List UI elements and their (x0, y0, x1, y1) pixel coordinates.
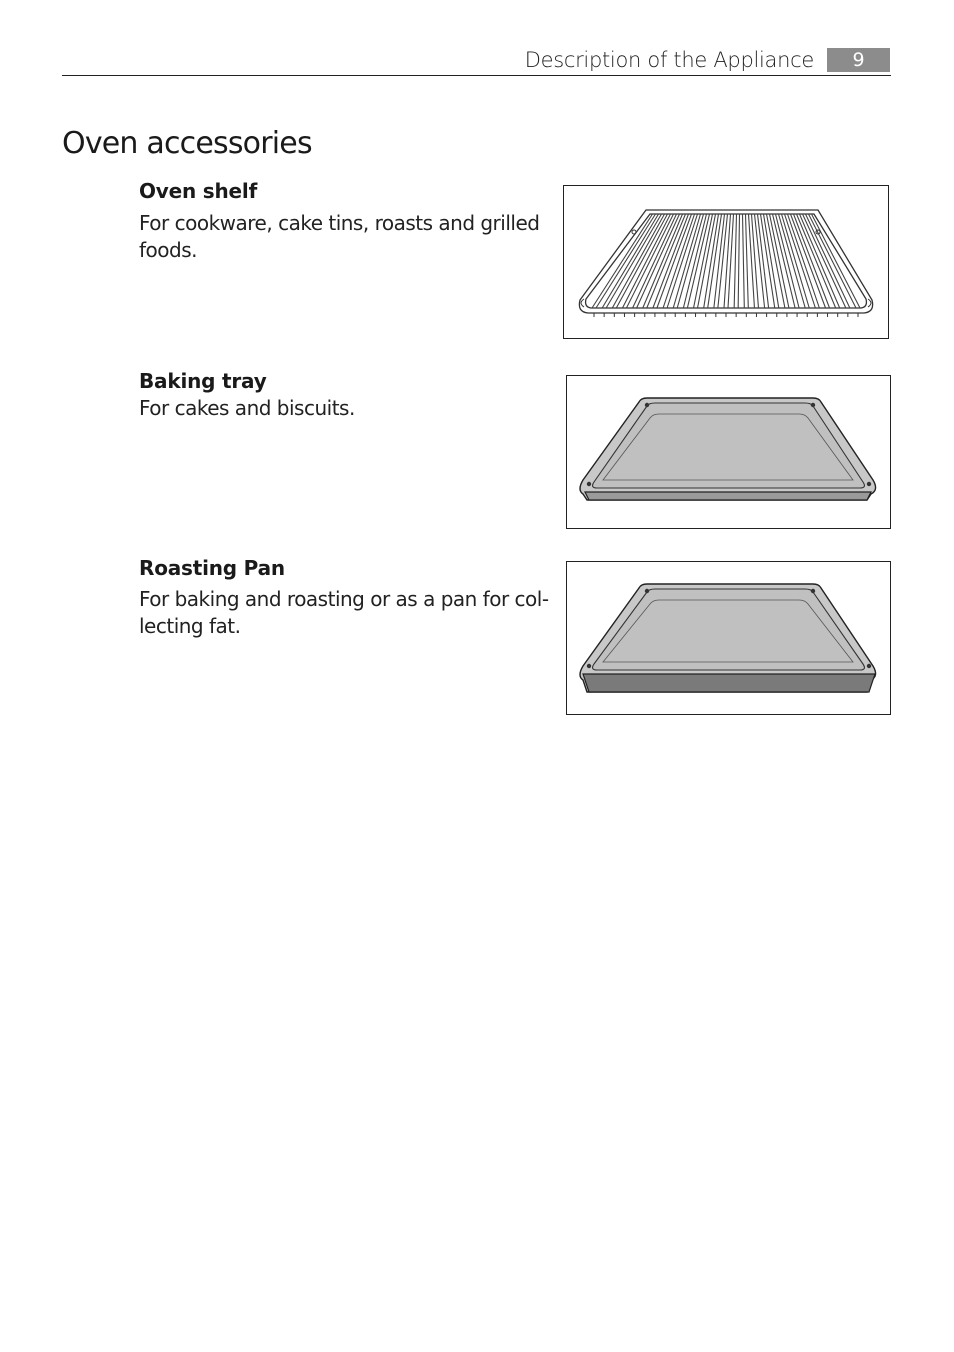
shelf-wire (749, 214, 755, 308)
oven-shelf-image (563, 185, 889, 339)
roasting-pan-description (139, 586, 559, 640)
shelf-wire (612, 214, 664, 308)
baking-tray-title: Baking tray (139, 369, 267, 393)
oven-shelf-description-line: For cookware, cake tins, roasts and grilled (139, 211, 540, 235)
roasting-pan-illustration-icon (567, 562, 890, 714)
shelf-wire (728, 214, 734, 308)
shelf-wire (738, 214, 739, 308)
oven-shelf-description-line: foods. (139, 238, 197, 262)
roasting-pan-description-line: For baking and roasting or as a pan for col- (139, 587, 549, 611)
page-number: 9 (827, 48, 890, 72)
shelf-wire (785, 214, 816, 308)
shelf-wire (743, 214, 745, 308)
baking-tray-description-line: For cakes and biscuits. (139, 396, 355, 420)
oven-shelf-illustration-icon (564, 186, 888, 338)
shelf-wire (734, 214, 736, 308)
roasting-pan-title: Roasting Pan (139, 556, 285, 580)
header-section-title: Description of the Appliance (524, 48, 814, 72)
shelf-wire (746, 214, 749, 308)
shelf-wire (616, 214, 667, 308)
page-title: Oven accessories (62, 126, 312, 161)
oven-shelf-title: Oven shelf (139, 179, 258, 203)
baking-tray-illustration-icon (567, 376, 890, 528)
baking-tray-description (139, 395, 559, 422)
shelf-wire (764, 214, 779, 308)
baking-tray-image (566, 375, 891, 529)
shelf-wire (752, 214, 759, 308)
shelf-wire (724, 214, 731, 308)
shelf-wire (667, 214, 697, 308)
roasting-pan-description-line: lecting fat. (139, 614, 241, 638)
shelf-wire (812, 214, 861, 308)
roasting-pan-image (566, 561, 891, 715)
header-divider (62, 75, 891, 76)
oven-shelf-description (139, 210, 559, 264)
shelf-wire (663, 214, 694, 308)
